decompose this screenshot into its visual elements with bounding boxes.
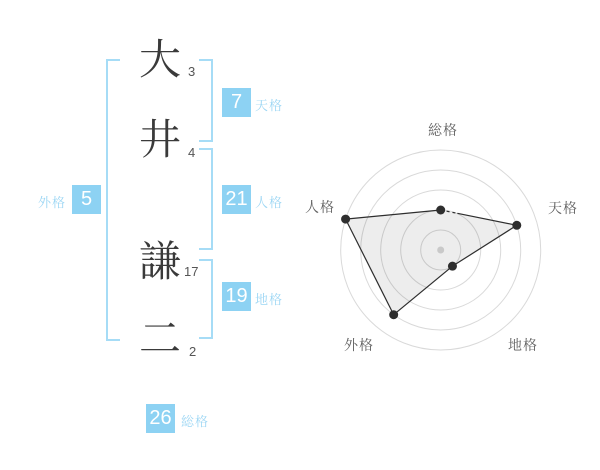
tenkaku-label: 天格 <box>255 98 284 113</box>
name-char-4: 二 <box>138 315 181 362</box>
stroke-count-3: 17 <box>184 264 199 279</box>
jinkaku-bracket <box>199 148 213 250</box>
radar-point <box>389 310 398 319</box>
radar-point <box>436 206 445 215</box>
stroke-count-2: 4 <box>188 145 196 160</box>
stroke-count-1: 3 <box>188 64 196 79</box>
chikaku-value-box: 19 <box>222 282 251 311</box>
tenkaku-bracket <box>199 59 213 142</box>
gaikaku-value-box: 5 <box>72 185 101 214</box>
radar-axis-label-tenkaku: 天格 <box>548 200 578 216</box>
soukaku-value-box: 26 <box>146 404 175 433</box>
name-char-1: 大 <box>138 36 181 83</box>
radar-chart <box>290 105 600 365</box>
jinkaku-label: 人格 <box>255 195 284 210</box>
radar-point <box>341 215 350 224</box>
name-char-2: 井 <box>138 116 181 163</box>
radar-point <box>448 262 457 271</box>
tenkaku-value-box: 7 <box>222 88 251 117</box>
radar-center-dot <box>437 247 444 254</box>
jinkaku-value-box: 21 <box>222 185 251 214</box>
soukaku-label: 総格 <box>181 414 210 429</box>
stroke-count-4: 2 <box>189 344 197 359</box>
name-char-3: 謙 <box>138 238 181 285</box>
radar-point <box>512 221 521 230</box>
chikaku-label: 地格 <box>255 292 284 307</box>
gaikaku-label: 外格 <box>38 195 67 210</box>
radar-polygon <box>346 210 517 315</box>
radar-axis-label-gaikaku: 外格 <box>344 337 374 353</box>
radar-axis-label-chikaku: 地格 <box>508 337 538 353</box>
radar-axis-label-jinkaku: 人格 <box>305 199 335 215</box>
radar-axis-label-soukaku: 総格 <box>428 122 458 138</box>
chikaku-bracket <box>199 259 213 339</box>
gaikaku-bracket <box>106 59 120 341</box>
